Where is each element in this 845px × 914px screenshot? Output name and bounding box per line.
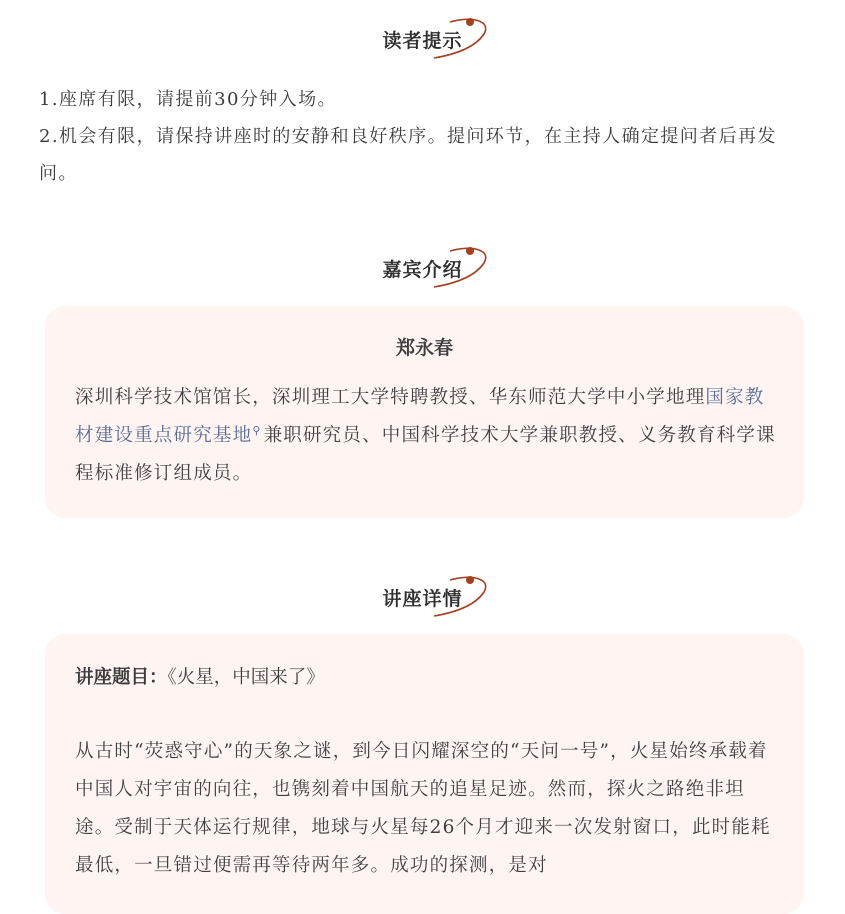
section-header-reader-tips: [0, 16, 845, 60]
section-title: 嘉宾介绍: [382, 259, 463, 281]
search-icon[interactable]: ⚲: [252, 423, 262, 437]
section-title: 讲座详情: [382, 588, 463, 610]
research-base-link[interactable]: 国家教材建设重点研究基地: [75, 387, 765, 446]
section-title: 读者提示: [382, 30, 463, 52]
section-header-guest: [0, 245, 845, 289]
guest-bio: [75, 379, 780, 493]
guest-bio-text: 深圳科学技术馆馆长，深圳理工大学特聘教授、华东师范大学中小学地理: [75, 387, 706, 408]
tip-item: 1.座席有限，请提前30分钟入场。: [39, 89, 337, 110]
lecture-description: 从古时“荧惑守心”的天象之谜，到今日闪耀深空的“天问一号”，火星始终承载着中国人对宇宙的向往，也镌刻着中国航天的追星足迹。然而，探火之路绝非坦途。受制于天体运行规律，地球与火星每26个月才迎来一次发射窗口，此时能耗最低，一旦错过便需再等待两年多。成功的探测，是对: [75, 741, 771, 876]
guest-card: [45, 306, 804, 518]
swoosh-decoration-icon: [430, 574, 492, 618]
swoosh-decoration-icon: [430, 16, 492, 60]
lecture-card: [45, 634, 804, 914]
topic-label: 讲座题目：: [75, 667, 168, 688]
topic-value: 《火星，中国来了》: [167, 667, 325, 688]
swoosh-decoration-icon: [430, 245, 492, 289]
reader-tips-list: [39, 81, 814, 192]
guest-bio-text: 兼职研究员、中国科学技术大学兼职教授、义务教育科学课程标准修订组成员。: [75, 425, 776, 484]
guest-name: 郑永春: [395, 337, 453, 359]
tip-item: 2.机会有限，请保持讲座时的安静和良好秩序。提问环节，在主持人确定提问者后再发问。: [39, 126, 777, 184]
lecture-topic: [75, 663, 325, 689]
section-header-lecture: [0, 574, 845, 618]
